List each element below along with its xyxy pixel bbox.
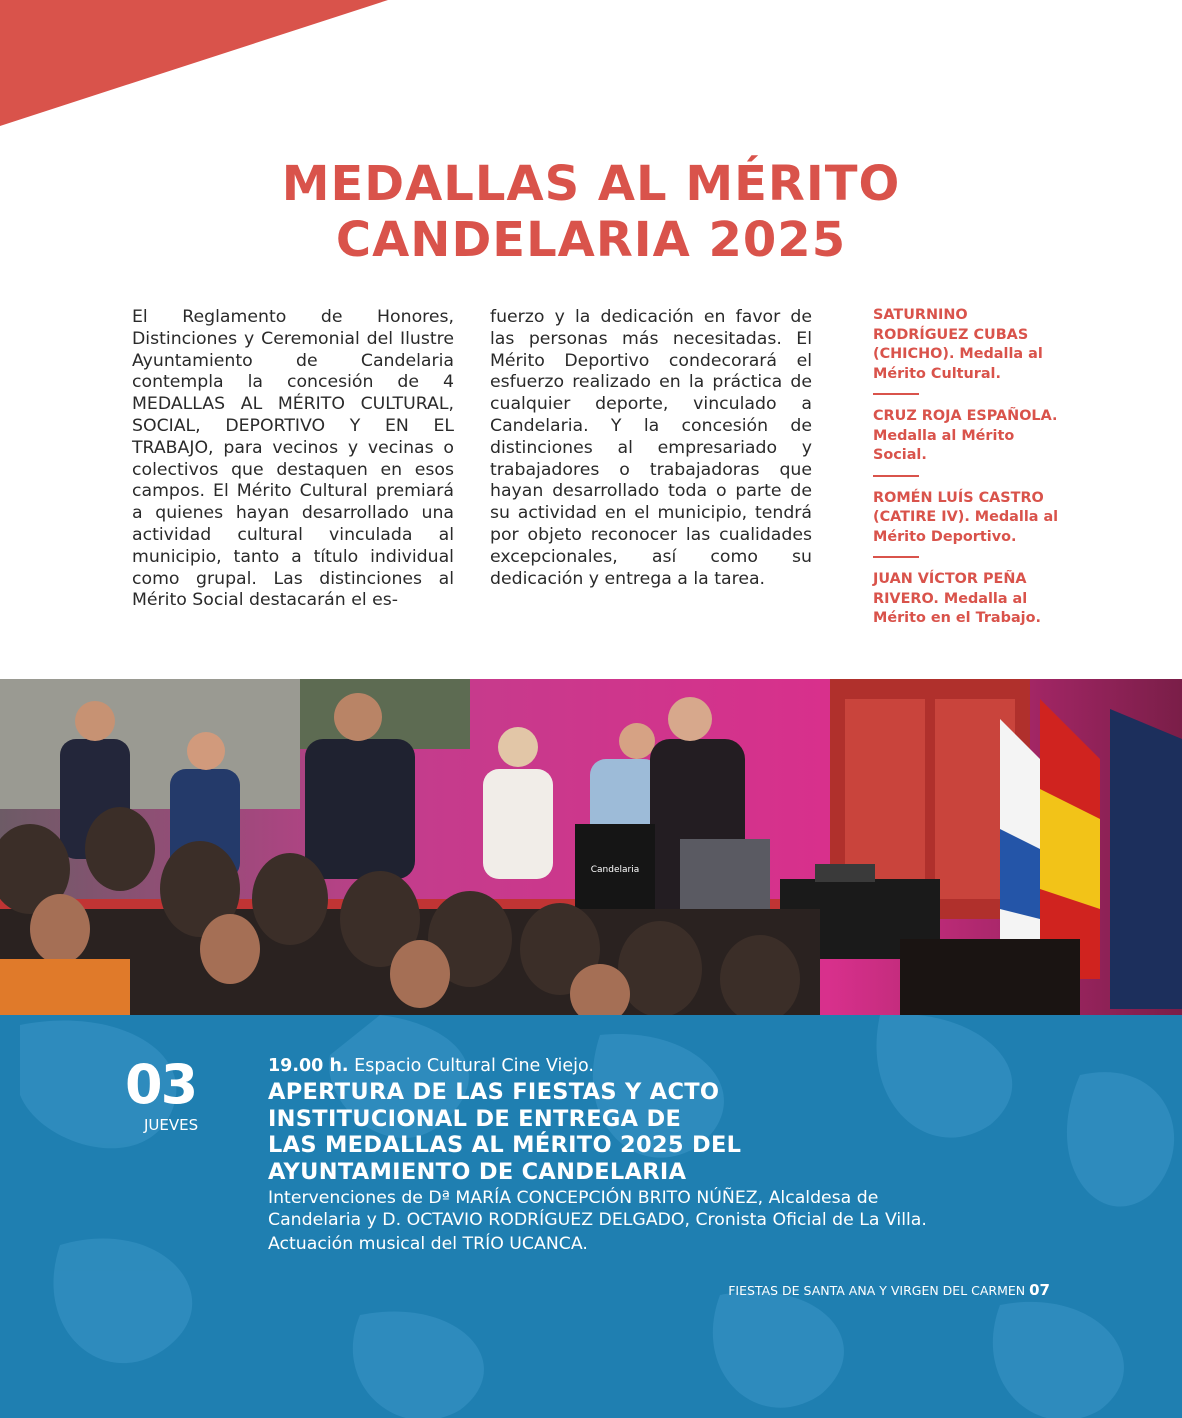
footer-text: FIESTAS DE SANTA ANA Y VIRGEN DEL CARMEN	[728, 1283, 1026, 1298]
awardee-social: CRUZ ROJA ESPAÑOLA. Medalla al Mérito Social.	[873, 408, 1058, 463]
divider	[873, 393, 919, 395]
podium-logo: Candelaria	[590, 865, 640, 875]
event-music: Actuación musical del TRÍO UCANCA.	[268, 1234, 588, 1254]
awardee-cultural: SATURNINO RODRÍGUEZ CUBAS (CHICHO). Medalla al Mérito Cultural.	[873, 307, 1043, 382]
event-details	[268, 1055, 968, 1255]
event-band	[0, 1015, 1182, 1418]
event-title-line: APERTURA DE LAS FIESTAS Y ACTO	[268, 1079, 720, 1105]
awardee-deportivo: ROMÉN LUÍS CASTRO (CATIRE IV). Medalla al Mérito Deportivo.	[873, 489, 1059, 545]
divider	[873, 475, 919, 477]
title-line-2: CANDELARIA 2025	[335, 212, 847, 268]
awardees-list	[873, 306, 1063, 629]
title-line-1: MEDALLAS AL MÉRITO	[281, 156, 901, 212]
event-title-line: LAS MEDALLAS AL MÉRITO 2025 DEL	[268, 1132, 742, 1158]
event-title-line: AYUNTAMIENTO DE CANDELARIA	[268, 1158, 687, 1185]
page-number: 07	[1029, 1281, 1050, 1299]
event-day-name: JUEVES	[144, 1116, 199, 1134]
event-description: Intervenciones de Dª MARÍA CONCEPCIÓN BRITO NÚÑEZ, Alcaldesa de Candelaria y D. OCTAVIO RODRÍGUEZ DELGADO, Cronista Oficial de La Villa.	[268, 1188, 927, 1230]
page-footer	[0, 1281, 1050, 1299]
body-column-2: fuerzo y la dedicación en favor de las personas más necesitadas. El Mérito Deportivo condecorará el esfuerzo realizado en la práctica de cualquier deporte, vinculado a Candelaria. Y la concesión de distinciones al empresariado y trabajadores o trabajadoras que hayan desarrollado toda o parte de su actividad en el municipio, tendrá por objeto reconocer las cualidades excepcionales, así como su dedicación y entrega a la tarea.	[490, 307, 812, 589]
event-day-number: 03	[125, 1053, 197, 1116]
awardee-trabajo: JUAN VÍCTOR PEÑA RIVERO. Medalla al Mérito en el Trabajo.	[873, 571, 1041, 626]
divider	[873, 556, 919, 558]
event-place: Espacio Cultural Cine Viejo.	[354, 1056, 594, 1076]
event-time-place	[268, 1055, 968, 1077]
page-title	[0, 156, 1182, 268]
event-title-line: INSTITUCIONAL DE ENTREGA DE	[268, 1105, 682, 1132]
event-time: 19.00 h.	[268, 1056, 349, 1076]
body-column-1: El Reglamento de Honores, Distinciones y Ceremonial del Ilustre Ayuntamiento de Candelaria contempla la concesión de 4 MEDALLAS AL MÉRITO CULTURAL, SOCIAL, DEPORTIVO Y EN EL TRABAJO, para vecinos y vecinas o colectivos que destaquen en esos campos. El Mérito Cultural premiará a quienes hayan desarrollado una actividad cultural vinculada al municipio, tanto a título individual como grupal. Las distinciones al Mérito Social destacarán el es-	[132, 307, 454, 611]
corner-decoration	[0, 0, 400, 130]
event-title	[268, 1079, 968, 1185]
ceremony-photo	[0, 679, 1182, 1015]
